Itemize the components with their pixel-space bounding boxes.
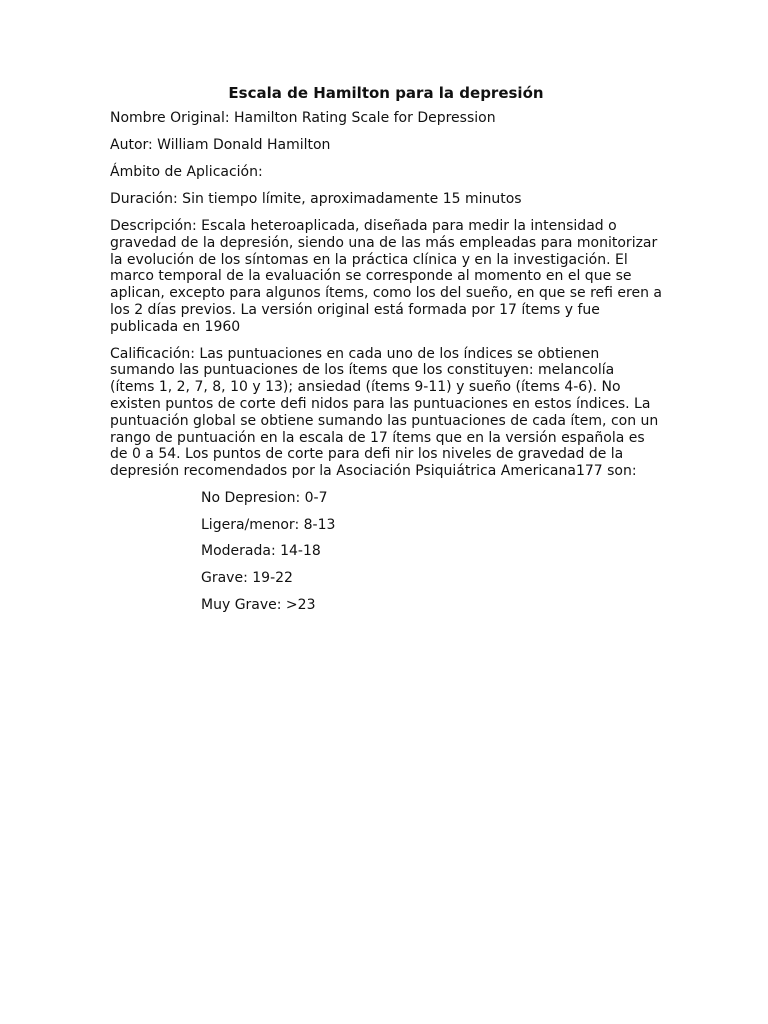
severity-level-item: No Depresion: 0-7 [201,489,328,506]
document-page [110,82,662,623]
field-nombre-original: Nombre Original: Hamilton Rating Scale for Depression [110,110,496,126]
severity-level-item: Ligera/menor: 8-13 [201,516,336,533]
paragraph-calificacion: Calificación: Las puntuaciones en cada uno de los índices se obtienen sumando las puntuaciones de los ítems que los constituyen: melancolía (ítems 1, 2, 7, 8, 10 y 13); ansiedad (ítems 9-11) y sueño (ítems 4-6). No existen puntos de corte defi nidos para las puntuaciones en estos índices. La puntuación global se obtiene sumando las puntuaciones de cada ítem, con un rango de puntuación en la escala de 17 ítems que en la versión española es de 0 a 54. Los puntos de corte para defi nir los niveles de gravedad de la depresión recomendados por la Asociación Psiquiátrica Americana177 son: [110,345,659,480]
field-duracion: Duración: Sin tiempo límite, aproximadamente 15 minutos [110,191,522,207]
paragraph-descripcion: Descripción: Escala heteroaplicada, diseñada para medir la intensidad o gravedad de la depresión, siendo una de las más empleadas para monitorizar la evolución de los síntomas en la práctica clínica y en la investigación. El marco temporal de la evaluación se corresponde al momento en el que se aplican, excepto para algunos ítems, como los del sueño, en que se refi eren a los 2 días previos. La versión original está formada por 17 ítems y fue publicada en 1960 [110,218,662,335]
field-ambito-aplicacion: Ámbito de Aplicación: [110,164,263,180]
severity-level-item: Moderada: 14-18 [201,543,321,560]
severity-level-item: Grave: 19-22 [201,570,293,587]
field-autor: Autor: William Donald Hamilton [110,137,331,153]
severity-level-item: Muy Grave: >23 [201,596,316,613]
severity-levels-list [201,490,662,614]
document-title: Escala de Hamilton para la depresión [228,84,544,102]
